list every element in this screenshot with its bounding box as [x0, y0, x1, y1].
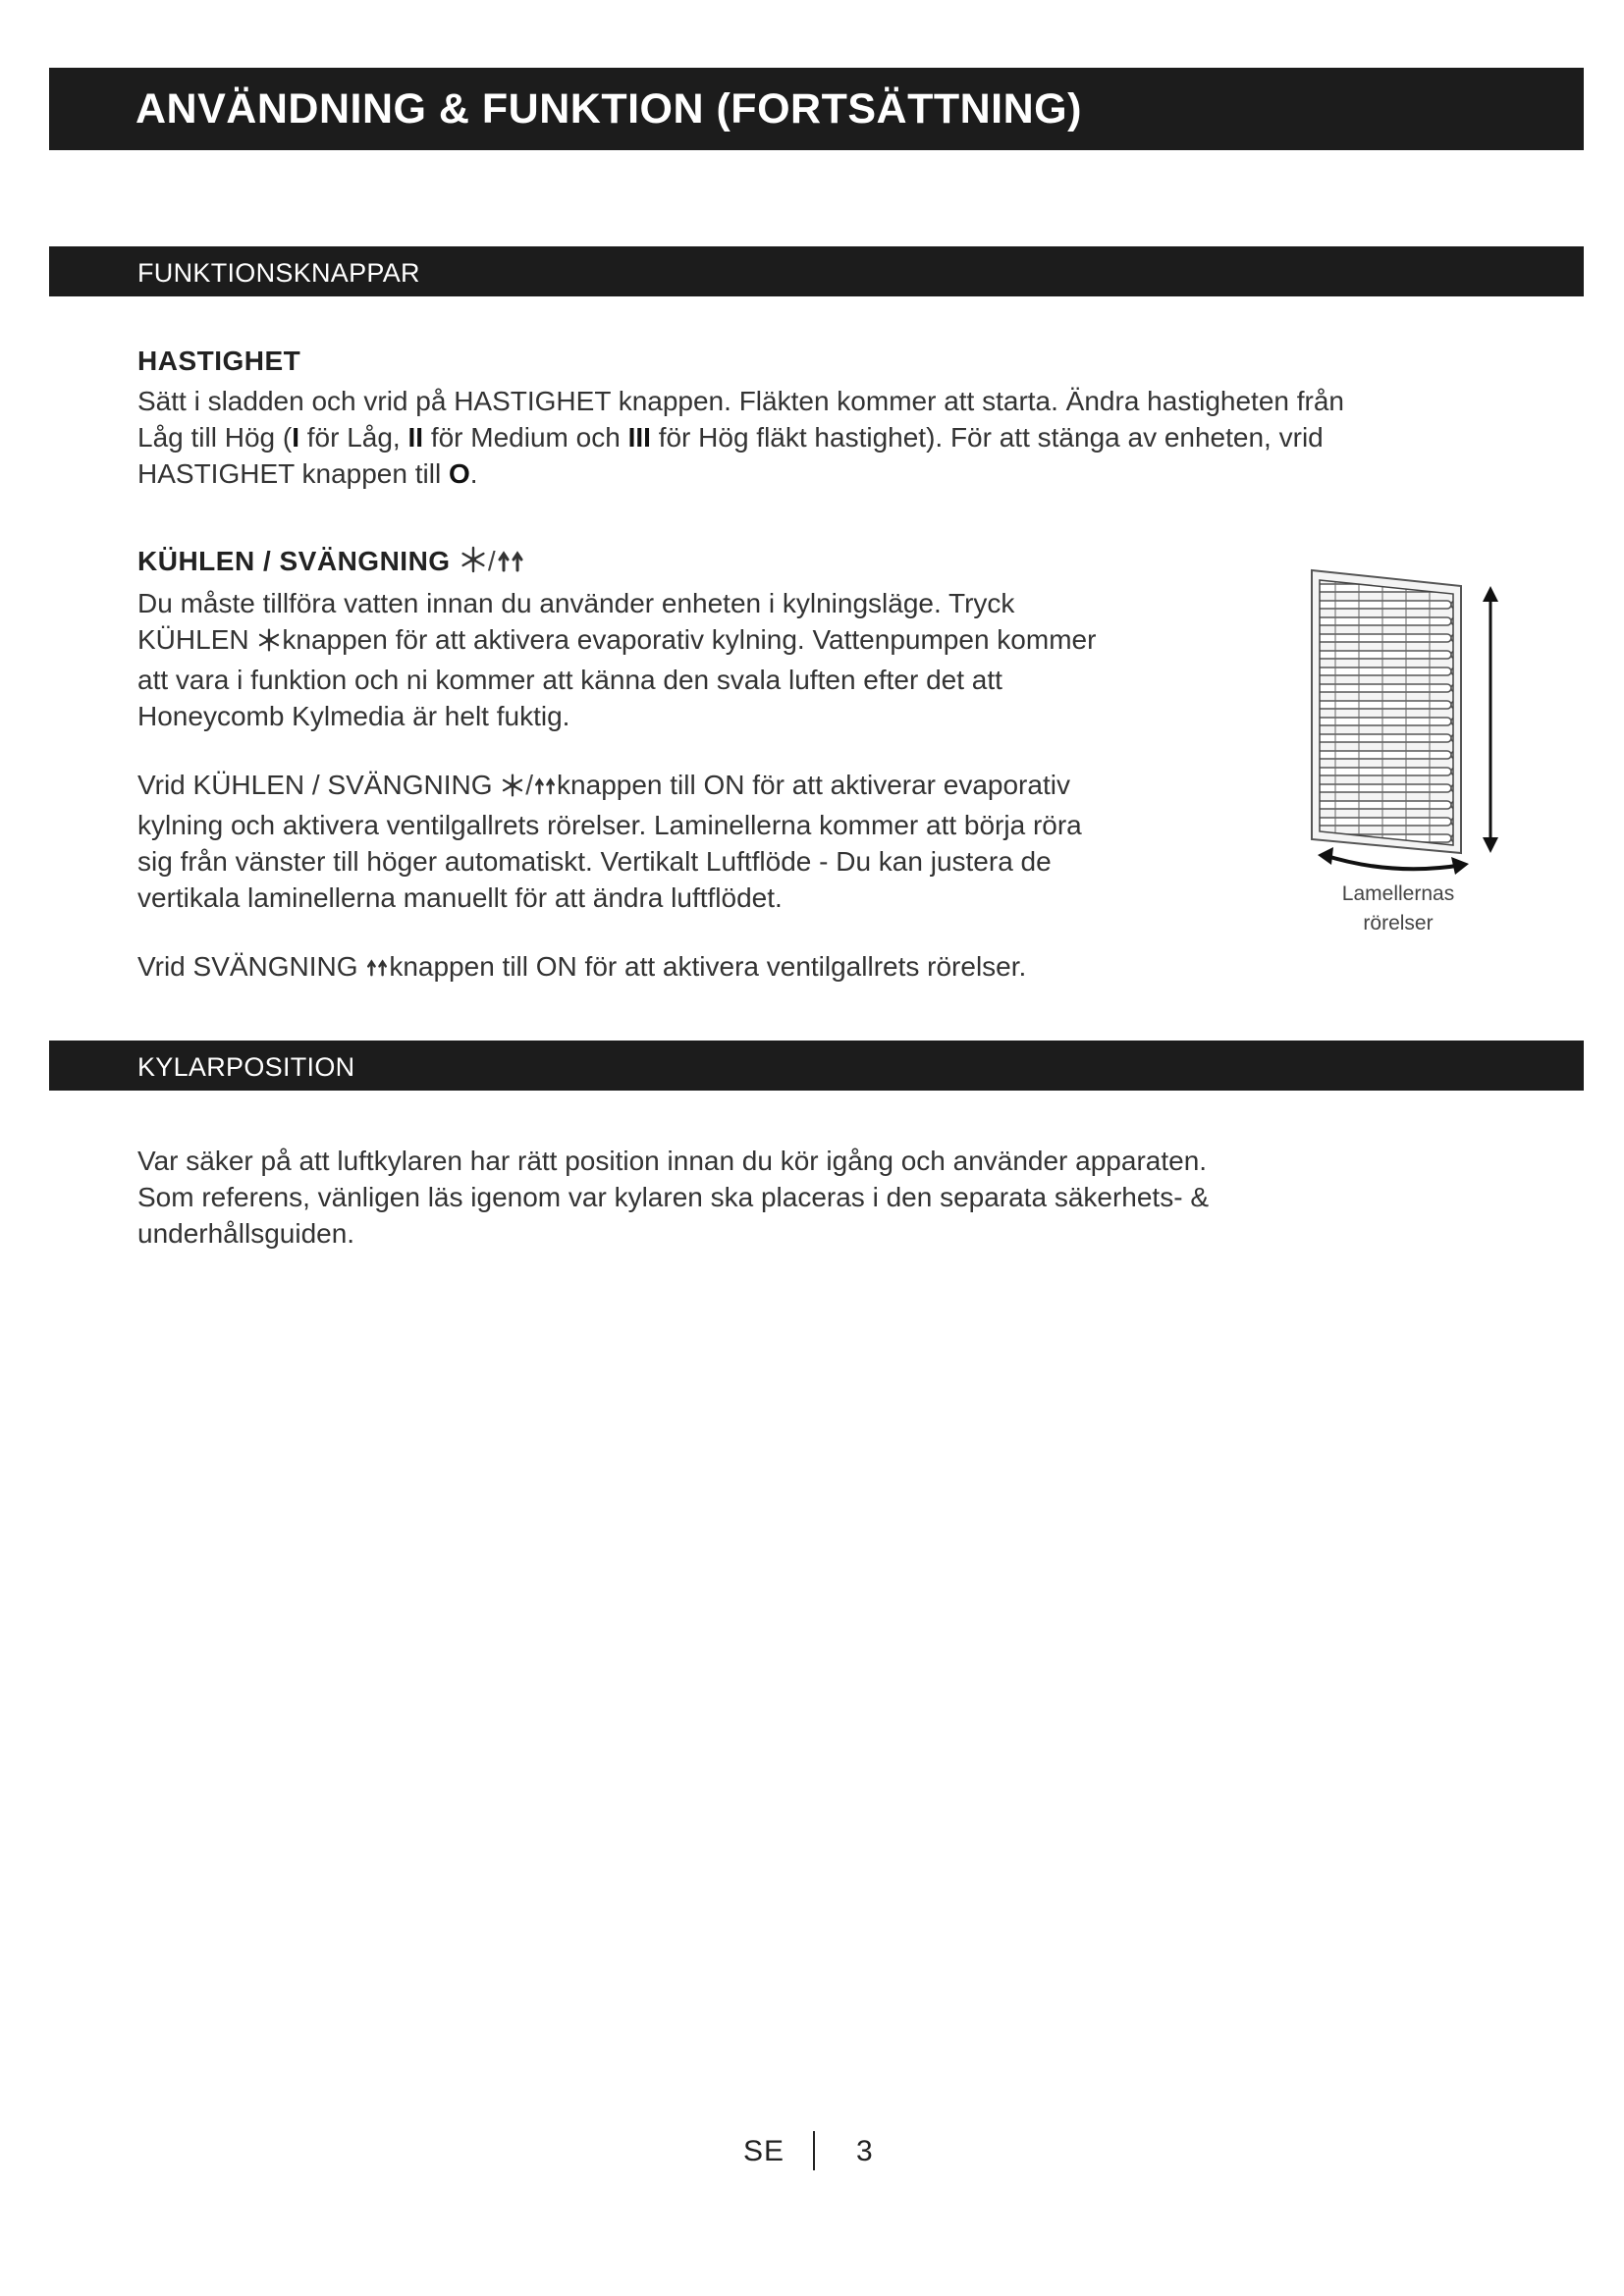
section-header-funktionsknappar	[49, 246, 1584, 296]
hastighet-paragraph	[137, 383, 1344, 492]
language-code: SE	[743, 2135, 785, 2167]
svangning-paragraph	[137, 948, 1026, 988]
page-number: 3	[856, 2135, 873, 2167]
kuhlen-text: sig från vänster till höger automatiskt. Vertikalt Luftflöde - Du kan justera de	[137, 846, 1052, 877]
snowflake-icon	[500, 771, 525, 807]
section-header-kylarposition	[49, 1041, 1584, 1091]
hastighet-text: för Medium och	[423, 422, 628, 453]
kylarposition-text: underhållsguiden.	[137, 1218, 355, 1249]
kuhlen-text: Du måste tillföra vatten innan du använder enheten i kylningsläge. Tryck	[137, 588, 1015, 618]
hastighet-heading: HASTIGHET	[137, 346, 301, 376]
kuhlen-text: Honeycomb Kylmedia är helt fuktig.	[137, 701, 570, 731]
kuhlen-paragraph-2: Vrid KÜHLEN / SVÄNGNING / knappen till ON för att aktiverar evaporativ kylning och aktivera ventilgallrets rörelser. Laminellerna kommer att börja röra sig från vänster till höger automatiskt. Vertikalt Luftflöde - Du kan justera de vertikala laminellerna manuellt för att ändra luftflödet.	[137, 770, 1082, 913]
kuhlen-text: vertikala laminellerna manuellt för att ändra luftflödet.	[137, 882, 783, 913]
swing-icon	[496, 549, 525, 581]
kylarposition-text: Var säker på att luftkylaren har rätt position innan du kör igång och använder apparaten.	[137, 1146, 1208, 1176]
hastighet-text: för Låg,	[298, 422, 408, 453]
caption-line: rörelser	[1363, 912, 1434, 934]
speed-off-symbol: O	[448, 458, 470, 489]
section-title: KYLARPOSITION	[137, 1052, 355, 1082]
kuhlen-text: KÜHLEN	[137, 624, 257, 655]
svangning-text: Vrid SVÄNGNING	[137, 951, 366, 982]
louver-illustration	[1294, 564, 1510, 879]
svangning-text: knappen till ON för att aktivera ventilgallrets rörelser.	[389, 951, 1027, 982]
hastighet-line-1: Sätt i sladden och vrid på HASTIGHET knappen. Fläkten kommer att starta. Ändra hastigheten från	[137, 386, 1344, 416]
section-title: FUNKTIONSKNAPPAR	[137, 258, 420, 288]
swing-icon	[533, 771, 557, 807]
page-title: ANVÄNDNING & FUNKTION (FORTSÄTTNING)	[135, 85, 1082, 133]
snowflake-icon	[459, 545, 488, 581]
footer-divider	[813, 2131, 815, 2170]
swing-icon	[365, 952, 389, 988]
caption-line: Lamellernas	[1341, 882, 1455, 905]
kylarposition-paragraph	[137, 1143, 1209, 1252]
speed-medium-symbol: II	[407, 422, 424, 453]
speed-high-symbol: III	[627, 422, 651, 453]
page-footer	[0, 2131, 1624, 2174]
snowflake-icon	[256, 625, 282, 662]
kuhlen-text: kylning och aktivera ventilgallrets rörelser. Laminellerna kommer att börja röra	[137, 810, 1082, 840]
hastighet-text: .	[469, 458, 478, 489]
kuhlen-text: knappen till ON för att aktiverar evaporativ	[557, 770, 1070, 800]
kuhlen-text: knappen för att aktivera evaporativ kylning. Vattenpumpen kommer	[282, 624, 1097, 655]
speed-low-symbol: I	[292, 422, 299, 453]
page-title-bar	[49, 68, 1584, 150]
kuhlen-text: att vara i funktion och ni kommer att känna den svala luften efter det att	[137, 665, 1002, 695]
figure-caption	[1294, 880, 1502, 938]
kuhlen-text: Vrid KÜHLEN / SVÄNGNING	[137, 770, 501, 800]
hastighet-text: HASTIGHET knappen till	[137, 458, 449, 489]
kuhlen-paragraph-1	[137, 585, 1096, 734]
kuhlen-heading-text: KÜHLEN / SVÄNGNING	[137, 546, 451, 576]
kuhlen-heading: KÜHLEN / SVÄNGNING /	[137, 545, 525, 581]
kylarposition-text: Som referens, vänligen läs igenom var kylaren ska placeras i den separata säkerhets- &	[137, 1182, 1209, 1212]
hastighet-text: för Hög fläkt hastighet). För att stänga av enheten, vrid	[650, 422, 1324, 453]
hastighet-text: Låg till Hög (	[137, 422, 293, 453]
